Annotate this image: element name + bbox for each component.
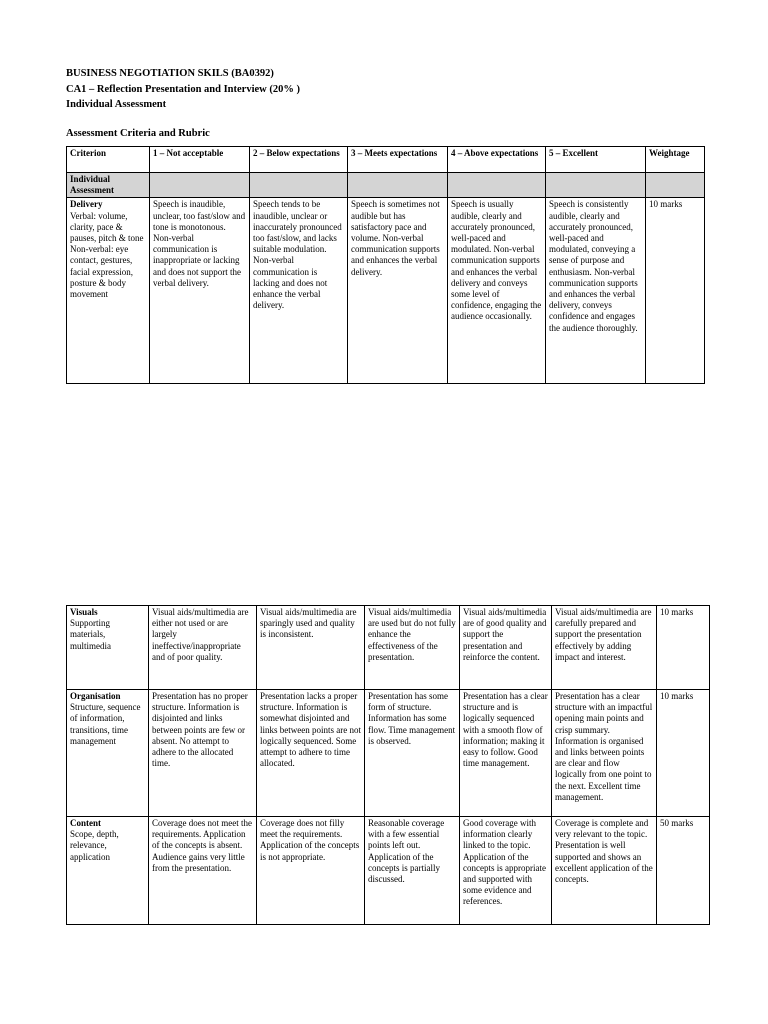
criterion-cell [67,606,149,690]
table-row [67,690,710,817]
level-3-cell: Reasonable coverage with a few essential points left out. Application of the concepts is partially discussed. [365,817,460,925]
criterion-desc: Supporting materials, multimedia [70,618,111,651]
table-row [67,198,705,384]
level-4-cell: Good coverage with information clearly linked to the topic. Application of the concepts is appropriate and supported with some evidence and references. [460,817,552,925]
table-row [67,606,710,690]
header-row [67,147,705,173]
col-above-expectations: 4 – Above expectations [448,147,546,173]
col-excellent: 5 – Excellent [546,147,646,173]
document-header [66,66,300,141]
criterion-desc: Verbal: volume, clarity, pace & pauses, pitch & tone Non-verbal: eye contact, gestures, facial expression, posture & body movement [70,210,144,300]
level-3-cell: Presentation has some form of structure. Information has some flow. Time management is observed. [365,690,460,817]
col-below-expectations: 2 – Below expectations [250,147,348,173]
level-2-cell: Presentation lacks a proper structure. Information is somewhat disjointed and links between points are not logically sequenced. Some attempt to adhere to time allocated. [257,690,365,817]
level-5-cell: Visual aids/multimedia are carefully prepared and support the presentation effectively by adding impact and interest. [552,606,657,690]
weightage-cell: 50 marks [657,817,710,925]
level-1-cell: Presentation has no proper structure. Information is disjointed and links between points are few or absent. No attempt to adhere to the allocated time. [149,690,257,817]
criterion-title: Delivery [70,199,103,210]
rubric-heading: Assessment Criteria and Rubric [66,127,210,139]
col-meets-expectations: 3 – Meets expectations [348,147,448,173]
assessment-type: Individual Assessment [66,99,167,110]
level-3-cell: Visual aids/multimedia are used but do not fully enhance the effectiveness of the presentation. [365,606,460,690]
criterion-title: Content [70,818,101,828]
level-5-cell: Coverage is complete and very relevant to the topic. Presentation is well supported and shows an excellent application of the concepts. [552,817,657,925]
level-1-cell: Visual aids/multimedia are either not used or are largely ineffective/inappropriate and of poor quality. [149,606,257,690]
level-2-cell: Coverage does not filly meet the requirements. Application of the concepts is not appropriate. [257,817,365,925]
rubric-table-bottom [66,605,710,925]
subheader-row [67,173,705,198]
level-5-cell: Presentation has a clear structure with an impactful opening main points and crisp summary. Information is organised and links between points are clear and flow logically from one point to the next. Excellent time management. [552,690,657,817]
level-4-cell: Visual aids/multimedia are of good quality and support the presentation and reinforce the content. [460,606,552,690]
table-row [67,817,710,925]
level-4-cell: Speech is usually audible, clearly and accurately pronounced, well-paced and modulated. Non-verbal communication supports and enhances the verbal delivery and conveys some level of confidence, engaging the audience occasionally. [448,198,546,384]
col-criterion: Criterion [67,147,150,173]
col-weightage: Weightage [646,147,705,173]
level-3-cell: Speech is sometimes not audible but has satisfactory pace and volume. Non-verbal communication supports and enhances the verbal delivery. [348,198,448,384]
weightage-cell: 10 marks [646,198,705,384]
level-2-cell: Visual aids/multimedia are sparingly used and quality is inconsistent. [257,606,365,690]
criterion-title: Visuals [70,607,98,617]
criterion-title: Organisation [70,691,121,701]
weightage-cell: 10 marks [657,606,710,690]
col-not-acceptable: 1 – Not acceptable [150,147,250,173]
criterion-desc: Scope, depth, relevance, application [70,829,119,862]
criterion-cell [67,198,150,384]
course-title: BUSINESS NEGOTIATION SKILS (BA0392) [66,68,274,79]
level-4-cell: Presentation has a clear structure and is logically sequenced with a smooth flow of information; making it easy to follow. Good time management. [460,690,552,817]
assessment-title: CA1 – Reflection Presentation and Interview (20% ) [66,83,300,95]
rubric-table-top [66,146,705,384]
level-1-cell: Speech is inaudible, unclear, too fast/slow and tone is monotonous. Non-verbal communication is inappropriate or lacking and does not support the verbal delivery. [150,198,250,384]
subheader-label: Individual Assessment [67,173,150,198]
criterion-cell [67,817,149,925]
level-1-cell: Coverage does not meet the requirements. Application of the concepts is absent. Audience gains very little from the presentation. [149,817,257,925]
criterion-desc: Structure, sequence of information, transitions, time management [70,702,141,746]
level-2-cell: Speech tends to be inaudible, unclear or inaccurately pronounced too fast/slow, and lacks suitable modulation. Non-verbal communication is lacking and does not enhance the verbal delivery. [250,198,348,384]
weightage-cell: 10 marks [657,690,710,817]
level-5-cell: Speech is consistently audible, clearly and accurately pronounced, well-paced and modulated, conveying a sense of purpose and enthusiasm. Non-verbal communication supports and enhances the verbal delivery, conveys confidence and engages the audience thoroughly. [546,198,646,384]
criterion-cell [67,690,149,817]
